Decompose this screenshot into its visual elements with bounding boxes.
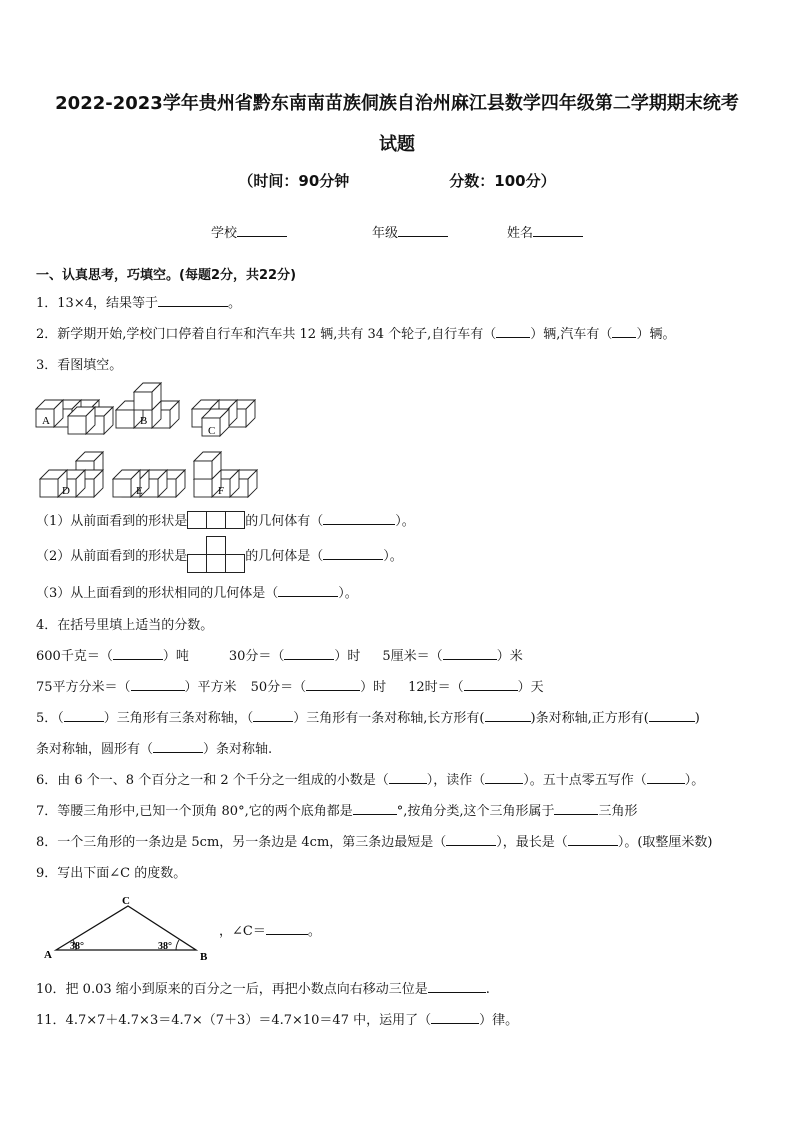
angle-b-label: 38° (158, 941, 172, 952)
answer-blank[interactable] (431, 1011, 479, 1024)
answer-blank[interactable] (353, 802, 397, 815)
answer-blank[interactable] (284, 647, 334, 660)
question-1: 1．13×4，结果等于 。 (36, 296, 241, 311)
vertex-a-label: A (44, 949, 52, 961)
question-3-part-3: （3）从上面看到的形状相同的几何体是（ ）。 (36, 586, 358, 601)
question-8: 8．一个三角形的一条边是 5cm，另一条边是 4cm，第三条边最短是（ ），最长是（ ）。(取整厘米数) (36, 835, 713, 850)
answer-blank[interactable] (266, 922, 308, 935)
triangle-abc (36, 892, 216, 964)
question-3-part-1: （1）从前面看到的形状是 的几何体有（ ）。 (36, 510, 415, 529)
question-9-answer: ，∠C＝ 。 (219, 924, 321, 939)
answer-blank[interactable] (389, 771, 427, 784)
answer-blank[interactable] (485, 709, 531, 722)
figure-label-a: A (42, 415, 50, 427)
grade-blank[interactable] (398, 236, 448, 237)
answer-blank[interactable] (131, 678, 185, 691)
question-11: 11．4.7×7＋4.7×3＝4.7×（7＋3）＝4.7×10＝47 中，运用了（ ）律。 (36, 1013, 519, 1028)
answer-blank[interactable] (446, 833, 496, 846)
cube-figure-c (192, 400, 255, 437)
exam-meta (30, 170, 764, 191)
answer-blank[interactable] (253, 709, 293, 722)
question-3-part-2: （2）从前面看到的形状是 的几何体是（ ）。 (36, 536, 403, 574)
answer-blank[interactable] (443, 647, 497, 660)
name-blank[interactable] (533, 236, 583, 237)
cube-figure-b (116, 383, 179, 428)
figure-label-e: E (136, 485, 143, 497)
cube-figure-d (40, 452, 103, 497)
angle-a-label: 38° (70, 941, 84, 952)
answer-blank[interactable] (485, 771, 523, 784)
answer-blank[interactable] (464, 678, 518, 691)
vertex-c-label: C (122, 895, 130, 907)
three-square-row-icon (187, 511, 245, 529)
cube-figure-f (194, 452, 257, 497)
answer-blank[interactable] (113, 647, 163, 660)
school-field[interactable]: 学校 (211, 222, 287, 241)
question-5-continued: 条对称轴，圆形有（ ）条对称轴. (36, 742, 273, 757)
question-5: 5．（ ）三角形有三条对称轴，（ ）三角形有一条对称轴,长方形有( )条对称轴,正方形有( ) (36, 711, 700, 726)
grade-field[interactable]: 年级 (372, 222, 448, 241)
answer-blank[interactable] (64, 709, 104, 722)
cube-figure-e (113, 470, 185, 497)
page-title-continued: 试题 (379, 134, 415, 155)
answer-blank[interactable] (612, 325, 636, 338)
question-6: 6．由 6 个一、8 个百分之一和 2 个千分之一组成的小数是（ ），读作（ ）。五十点零五写作（ ）。 (36, 773, 705, 788)
answer-blank[interactable] (554, 802, 598, 815)
answer-blank[interactable] (306, 678, 360, 691)
cube-figure-a (36, 400, 113, 434)
figure-label-f: F (218, 485, 225, 497)
answer-blank[interactable] (647, 771, 685, 784)
name-field[interactable]: 姓名 (507, 222, 583, 241)
question-4: 4．在括号里填上适当的分数。 (36, 618, 214, 633)
question-10: 10．把 0.03 缩小到原来的百分之一后，再把小数点向右移动三位是 . (36, 982, 490, 997)
question-9: 9．写出下面∠C 的度数。 (36, 866, 187, 881)
answer-blank[interactable] (158, 294, 228, 307)
vertex-b-label: B (200, 951, 208, 963)
figure-label-d: D (62, 485, 70, 497)
answer-blank[interactable] (649, 709, 695, 722)
question-3: 3．看图填空。 (36, 358, 123, 373)
question-4-row-1: 600千克＝（ ）吨 30分＝（ ）时 5厘米＝（ ）米 (36, 649, 523, 664)
answer-blank[interactable] (278, 584, 338, 597)
figure-label-b: B (140, 415, 148, 427)
answer-blank[interactable] (153, 740, 203, 753)
cube-figures (34, 380, 274, 500)
answer-blank[interactable] (496, 325, 530, 338)
time-limit: （时间：90分钟 (238, 172, 350, 190)
answer-blank[interactable] (568, 833, 618, 846)
answer-blank[interactable] (323, 547, 383, 560)
section-heading: 一、认真思考，巧填空。(每题2分，共22分) (36, 268, 297, 283)
total-score: 分数：100分） (449, 172, 556, 190)
page-title: 2022-2023学年贵州省黔东南南苗族侗族自治州麻江县数学四年级第二学期期末统考 (55, 93, 739, 114)
school-blank[interactable] (237, 236, 287, 237)
question-2: 2．新学期开始,学校门口停着自行车和汽车共 12 辆,共有 34 个轮子,自行车有（ ）辆,汽车有（ ）辆。 (36, 327, 676, 342)
question-4-row-2: 75平方分米＝（ ）平方米 50分＝（ ）时 12时＝（ ）天 (36, 680, 544, 695)
question-7: 7．等腰三角形中,已知一个顶角 80°,它的两个底角都是 °,按角分类,这个三角形属于 三角形 (36, 804, 638, 819)
l-shape-view-icon (187, 536, 245, 574)
figure-label-c: C (208, 425, 216, 437)
answer-blank[interactable] (323, 512, 395, 525)
answer-blank[interactable] (428, 980, 486, 993)
